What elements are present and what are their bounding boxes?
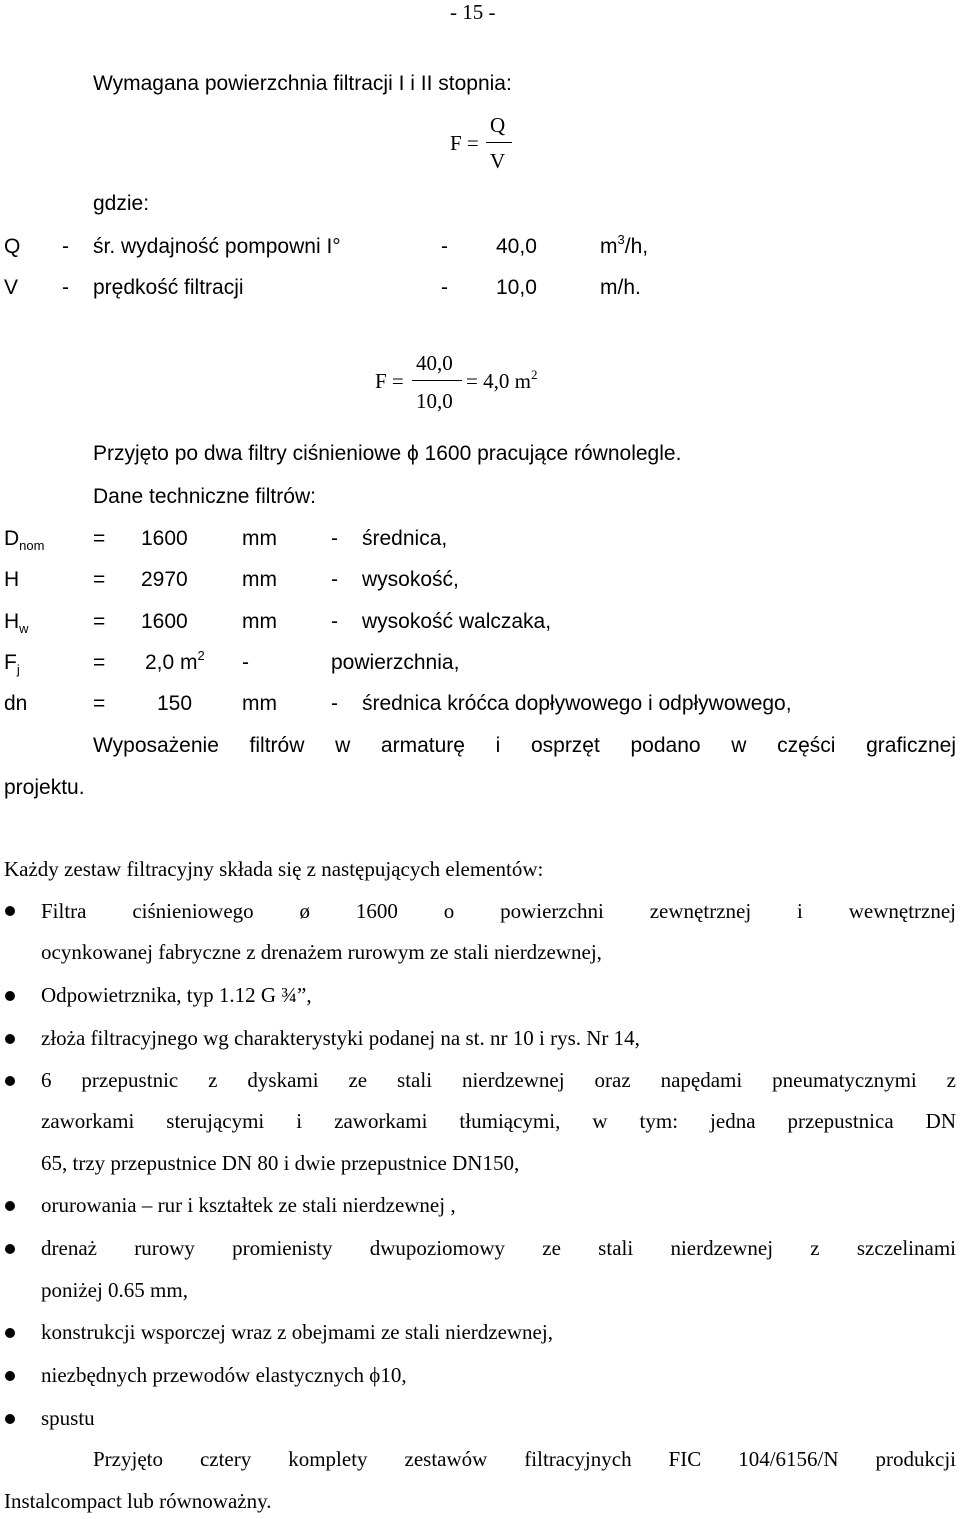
formula2-numerator: 40,0: [416, 351, 453, 375]
list-item-text: 6 przepustnic z dyskami ze stali nierdzewnej oraz napędami pneumatycznymi z: [41, 1068, 956, 1092]
result-value: = 4,0 m: [466, 369, 531, 393]
bullet-icon: [5, 906, 15, 916]
variable-description: śr. wydajność pompowni I°: [93, 235, 341, 258]
formula1-numerator: Q: [490, 113, 506, 137]
list-item-line: orurowania – rur i kształtek ze stali nierdzewnej ,: [41, 1193, 456, 1217]
tech-value: 2970: [141, 568, 188, 591]
final-paragraph-line1: [93, 1449, 956, 1470]
equipment-paragraph-line1: [93, 735, 956, 756]
tech-symbol: [4, 527, 45, 553]
formula2-denominator: 10,0: [416, 389, 453, 413]
value-exponent: 2: [197, 648, 205, 663]
formula2-fraction-bar: [412, 380, 462, 381]
equipment-paragraph-line2: projektu.: [4, 776, 85, 799]
tech-description: średnica króćca dopływowego i odpływowego,: [362, 692, 792, 715]
tech-dash: -: [242, 651, 249, 674]
variable-dash2: -: [441, 235, 448, 258]
tech-symbol: dn: [4, 692, 28, 715]
formula1-fraction-bar: [486, 142, 512, 143]
tech-data-heading: Dane techniczne filtrów:: [93, 485, 316, 508]
variable-dash2: -: [441, 276, 448, 299]
variable-unit: [600, 232, 649, 258]
tech-symbol: [4, 651, 20, 677]
list-item-line: 65, trzy przepustnice DN 80 i dwie przepustnice DN150,: [41, 1151, 520, 1175]
tech-value: [145, 648, 205, 674]
list-item-line: [41, 901, 956, 922]
value-base: 2,0 m: [145, 651, 198, 674]
list-item-line: [41, 1238, 956, 1259]
bullet-icon: [5, 1076, 15, 1086]
final-paragraph-line2: Instalcompact lub równoważny.: [4, 1489, 272, 1513]
unit-exponent: 3: [617, 232, 625, 247]
variable-dash: -: [62, 235, 69, 258]
bullet-icon: [5, 1328, 15, 1338]
tech-unit: mm: [242, 527, 277, 550]
tech-description: wysokość walczaka,: [362, 610, 552, 633]
formula1-denominator: V: [490, 149, 506, 173]
tech-dash: -: [331, 568, 338, 591]
tech-value: 1600: [141, 527, 188, 550]
variable-unit: m/h.: [600, 276, 641, 299]
result-exponent: 2: [530, 367, 538, 382]
adopted-filters-text: Przyjęto po dwa filtry ciśnieniowe ϕ 1600 pracujące równolegle.: [93, 442, 682, 465]
list-item-text: drenaż rurowy promienisty dwupoziomowy ze stali nierdzewnej z szczelinami: [41, 1236, 956, 1260]
tech-description: wysokość,: [362, 568, 459, 591]
variable-description: prędkość filtracji: [93, 276, 244, 299]
tech-unit: mm: [242, 692, 277, 715]
list-item-text: Filtra ciśnieniowego ø 1600 o powierzchni zewnętrznej i wewnętrznej: [41, 899, 956, 923]
final-text-line1: Przyjęto cztery komplety zestawów filtracyjnych FIC 104/6156/N produkcji: [93, 1447, 956, 1471]
variable-value: 10,0: [496, 276, 537, 299]
tech-value: 1600: [141, 610, 188, 633]
variable-symbol: V: [4, 276, 19, 299]
bullet-icon: [5, 1244, 15, 1254]
tech-eq: =: [93, 527, 106, 550]
set-intro: Każdy zestaw filtracyjny składa się z następujących elementów:: [4, 857, 544, 881]
unit-base: m: [600, 235, 618, 258]
variable-value: 40,0: [496, 235, 537, 258]
tech-description: powierzchnia,: [331, 651, 460, 674]
variable-symbol: Q: [4, 235, 21, 258]
tech-dash: -: [331, 692, 338, 715]
tech-unit: mm: [242, 568, 277, 591]
list-item-line: spustu: [41, 1406, 95, 1430]
tech-dash: -: [331, 610, 338, 633]
symbol-subscript: w: [19, 621, 29, 636]
where-label: gdzie:: [93, 192, 150, 215]
formula2-result: [466, 367, 538, 393]
tech-eq: =: [93, 610, 106, 633]
filtration-heading: Wymagana powierzchnia filtracji I i II stopnia:: [93, 72, 512, 95]
tech-eq: =: [93, 692, 106, 715]
formula2-lhs: F =: [375, 369, 404, 393]
tech-description: średnica,: [362, 527, 448, 550]
list-item-text: zaworkami sterującymi i zaworkami tłumiącymi, w tym: jedna przepustnica DN: [41, 1109, 956, 1133]
symbol-base: F: [4, 651, 17, 674]
symbol-subscript: nom: [19, 538, 45, 553]
list-item-line: [41, 1070, 956, 1091]
bullet-icon: [5, 991, 15, 1001]
tech-symbol: [4, 610, 29, 636]
bullet-icon: [5, 1201, 15, 1211]
unit-tail: /h,: [624, 235, 649, 258]
variable-dash: -: [62, 276, 69, 299]
tech-value: 150: [157, 692, 193, 715]
tech-symbol: H: [4, 568, 20, 591]
tech-unit: mm: [242, 610, 277, 633]
equipment-text-line1: Wyposażenie filtrów w armaturę i osprzęt podano w części graficznej: [93, 734, 956, 757]
tech-eq: =: [93, 568, 106, 591]
bullet-icon: [5, 1034, 15, 1044]
list-item-line: niezbędnych przewodów elastycznych ϕ10,: [41, 1363, 407, 1387]
list-item-line: ocynkowanej fabryczne z drenażem rurowym ze stali nierdzewnej,: [41, 940, 602, 964]
list-item-line: złoża filtracyjnego wg charakterystyki podanej na st. nr 10 i rys. Nr 14,: [41, 1026, 640, 1050]
bullet-icon: [5, 1414, 15, 1424]
tech-dash: -: [331, 527, 338, 550]
formula1-lhs: F =: [450, 131, 479, 155]
symbol-subscript: j: [16, 662, 20, 677]
list-item-line: Odpowietrznika, typ 1.12 G ¾”,: [41, 983, 312, 1007]
symbol-base: D: [4, 527, 20, 550]
list-item-line: [41, 1111, 956, 1132]
bullet-icon: [5, 1371, 15, 1381]
list-item-line: konstrukcji wsporczej wraz z obejmami ze stali nierdzewnej,: [41, 1320, 553, 1344]
symbol-base: H: [4, 610, 20, 633]
page-number: - 15 -: [450, 0, 496, 24]
tech-eq: =: [93, 651, 106, 674]
list-item-line: poniżej 0.65 mm,: [41, 1278, 188, 1302]
